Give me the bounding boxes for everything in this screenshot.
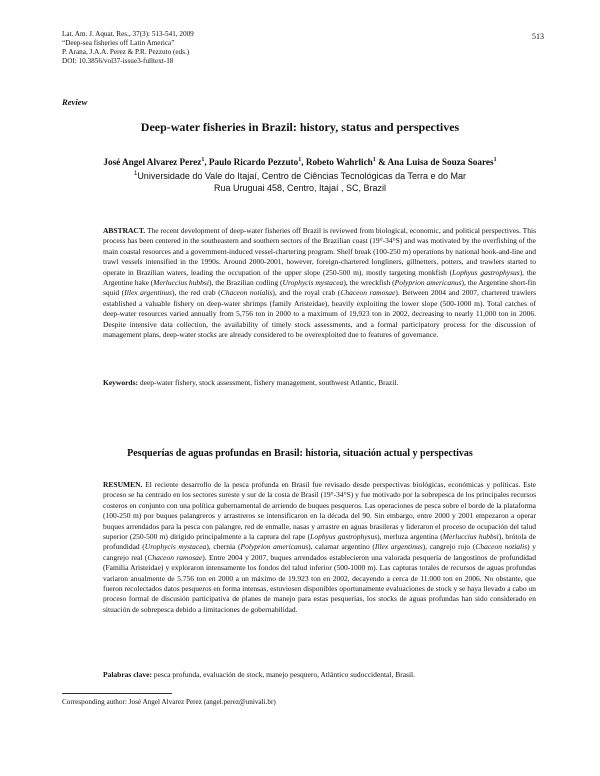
- paper-title: Deep-water fisheries in Brazil: history, status and perspectives: [140, 120, 460, 134]
- abstract-label: ABSTRACT.: [103, 226, 146, 235]
- species-name: Lophyus gastrophysus: [452, 267, 520, 277]
- palabras-label: Palabras clave:: [103, 670, 152, 679]
- page-number: 513: [532, 32, 544, 41]
- corresponding-author: Corresponding author: José Angel Alvarez Perez (angel.perez@univali.br): [62, 698, 276, 706]
- keywords: [103, 378, 536, 388]
- author-1: José Angel Alvarez Perez: [103, 157, 202, 168]
- journal-citation: Lat. Am. J. Aquat. Res., 37(3): 513-541, 2009: [62, 30, 194, 38]
- affiliation-address: Rua Uruguai 458, Centro, Itajaí , SC, Brazil: [213, 183, 387, 193]
- section-label: Review: [62, 97, 88, 107]
- species-name: Polyprion americanus: [240, 542, 309, 552]
- species-name: Merluccius hubbsi: [442, 532, 499, 542]
- species-name: Merluccius hubbsi: [153, 278, 209, 288]
- affiliation-institution: Universidade do Vale do Itajaí, Centro de Ciências Tecnológicas da Terra e do Mar: [137, 171, 467, 181]
- author-list: José Angel Alvarez Perez$^1$, Paulo Ricardo Pezzuto$^1$, Robeto Wahrlich$^1$ & Ana Luisa de Souza Soares$^1$: [103, 157, 497, 168]
- resumen-label: RESUMEN.: [103, 480, 143, 489]
- footnote-divider: [62, 693, 172, 694]
- species-name: Chaceon ramosae: [340, 288, 396, 298]
- species-name: Chaceon notialis: [475, 542, 528, 552]
- special-issue: “Deep-sea fisheries off Latin America”: [62, 39, 175, 47]
- keywords-label: Keywords:: [103, 378, 138, 387]
- author-2: Paulo Ricardo Pezzuto: [208, 157, 299, 168]
- spanish-title: Pesquerías de aguas profundas en Brasil: historia, situación actual y perspectivas: [127, 448, 473, 459]
- palabras-text: pesca profunda, evaluación de stock, manejo pesquero, Atlántico sudoccidental, Brasil.: [151, 670, 415, 679]
- abstract: ABSTRACT. The recent development of deep-water fisheries off Brazil is reviewed from biological, economic, and political perspectives. This process has been centered in the southeastern and southern sectors of the Brazilian coast (19°-34°S) and was motivated by the overfishing of the main coastal resources and a government-induced vessel-chartering program. Shelf break (100-250 m) operations by national hook-and-line and trawl vessels intensified in the 1990s. Around 2000-2001, however, foreign-chartered longliners, gillnetters, potters, and trawlers started to operate in Brazilian waters, leading the occupation of the upper slope (250-500 m), mostly targeting monkfish (Lophyus gastrophysus), the Argentine hake (Merluccius hubbsi), the Brazilian codling (Urophycis mystacea), the wreckfish (Polyprion americanus), the Argentine short-fin squid (Illex argentinus), the red crab (Chaceon notialis), and the royal crab (Chaceon ramosae). Between 2004 and 2007, chartered trawlers established a valuable fishery on deep-water shrimps (family Aristeidae), heavily exploiting the lower slope (500-1000 m). Total catches of deep-water resources varied annually from 5,756 ton in 2000 to a maximum of 19,923 ton in 2002, decreasing to nearly 11,000 ton in 2006. Despite intensive data collection, the availability of timely stock assessments, and a formal participatory process for the discussion of management plans, deep-water stocks are already considered to be overexploited due to features of governance.: [103, 226, 536, 340]
- author-3: Robeto Wahrlich: [305, 157, 373, 168]
- resumen: RESUMEN. El reciente desarrollo de la pesca profunda en Brasil fue revisado desde perspectivas biológicas, económicas y políticas. Este proceso se ha centrado en los sectores sureste y sur de la costa de Brasil (19°-34°S) y fue motivado por la sobrepesca de los principales recursos costeros en conjunto con una política gubernamental de arriendo de buques pesqueros. Las operaciones de pesca sobre el borde de la plataforma (100-250 m) por buques palangreros y arrastreros se intensificaron en la década del 90. Sin embargo, entre 2000 y 2001 empezaron a operar buques arrendados para la pesca con palangre, red de enmalle, nasas y arrastre en aguas brasileras y lideraron el proceso de ocupación del talud superior (250-500 m) dirigido principalmente a la captura del rape (Lophyus gastrophysus), merluza argentina (Merluccius hubbsi), brótola de profundidad (Urophycis mystacea), chernia (Polyprion americanus), calamar argentino (Illex argentinus), cangrejo rojo (Chaceon notialis) y cangrejo real (Chaceon ramosae). Entre 2004 y 2007, buques arrendados establecieron una valorada pesquería de langostinos de profundidad (Familia Aristeidae) y exploraron intensamente los fondos del talud inferior (500-1000 m). Las capturas totales de recursos de aguas profundas variaron anualmente de 5.756 ton en 2000 a un máximo de 19.923 ton en 2002, decayendo a cerca de 11.000 ton en 2006. No obstante, que fueron recolectados datos pesqueros en forma intensas, estuviesen disponibles oportunamente evaluaciones de stock y se haya llevado a cabo un proceso formal de discusión participativa de planes de manejo para estas pesquerías, los stocks de aguas profundas han sido considerado en situación de sobrepesca debido a limitaciones de gobernabilidad.: [103, 480, 537, 614]
- doi: DOI: 10.3856/vol37-issue3-fulltext-18: [62, 57, 174, 65]
- species-name: Chaceon notialis: [220, 288, 273, 298]
- species-name: Polyprion americanus: [394, 278, 462, 288]
- journal-header: [62, 30, 194, 66]
- keywords-text: deep-water fishery, stock assessment, fishery management, southwest Atlantic, Brazil.: [138, 378, 399, 387]
- species-name: Lophyus gastrophysus: [310, 532, 378, 542]
- species-name: Illex argentinus: [374, 542, 423, 552]
- affiliation: $^1$Universidade do Vale do Itajaí, Centro de Ciências Tecnológicas da Terra e do Mar Rua Uruguai 458, Centro, Itajaí , SC, Brazil: [0, 168, 600, 194]
- species-name: Chaceon ramosae: [147, 552, 203, 562]
- species-name: Urophycis mystacea: [282, 278, 344, 288]
- author-4: Ana Luisa de Souza Soares: [387, 157, 494, 168]
- species-name: Urophycis mystacea: [144, 542, 207, 552]
- species-name: Illex argentinus: [124, 288, 172, 298]
- issue-editors: P. Arana, J.A.A. Perez & P.R. Pezzuto (eds.): [62, 48, 190, 56]
- palabras-clave: [103, 670, 536, 679]
